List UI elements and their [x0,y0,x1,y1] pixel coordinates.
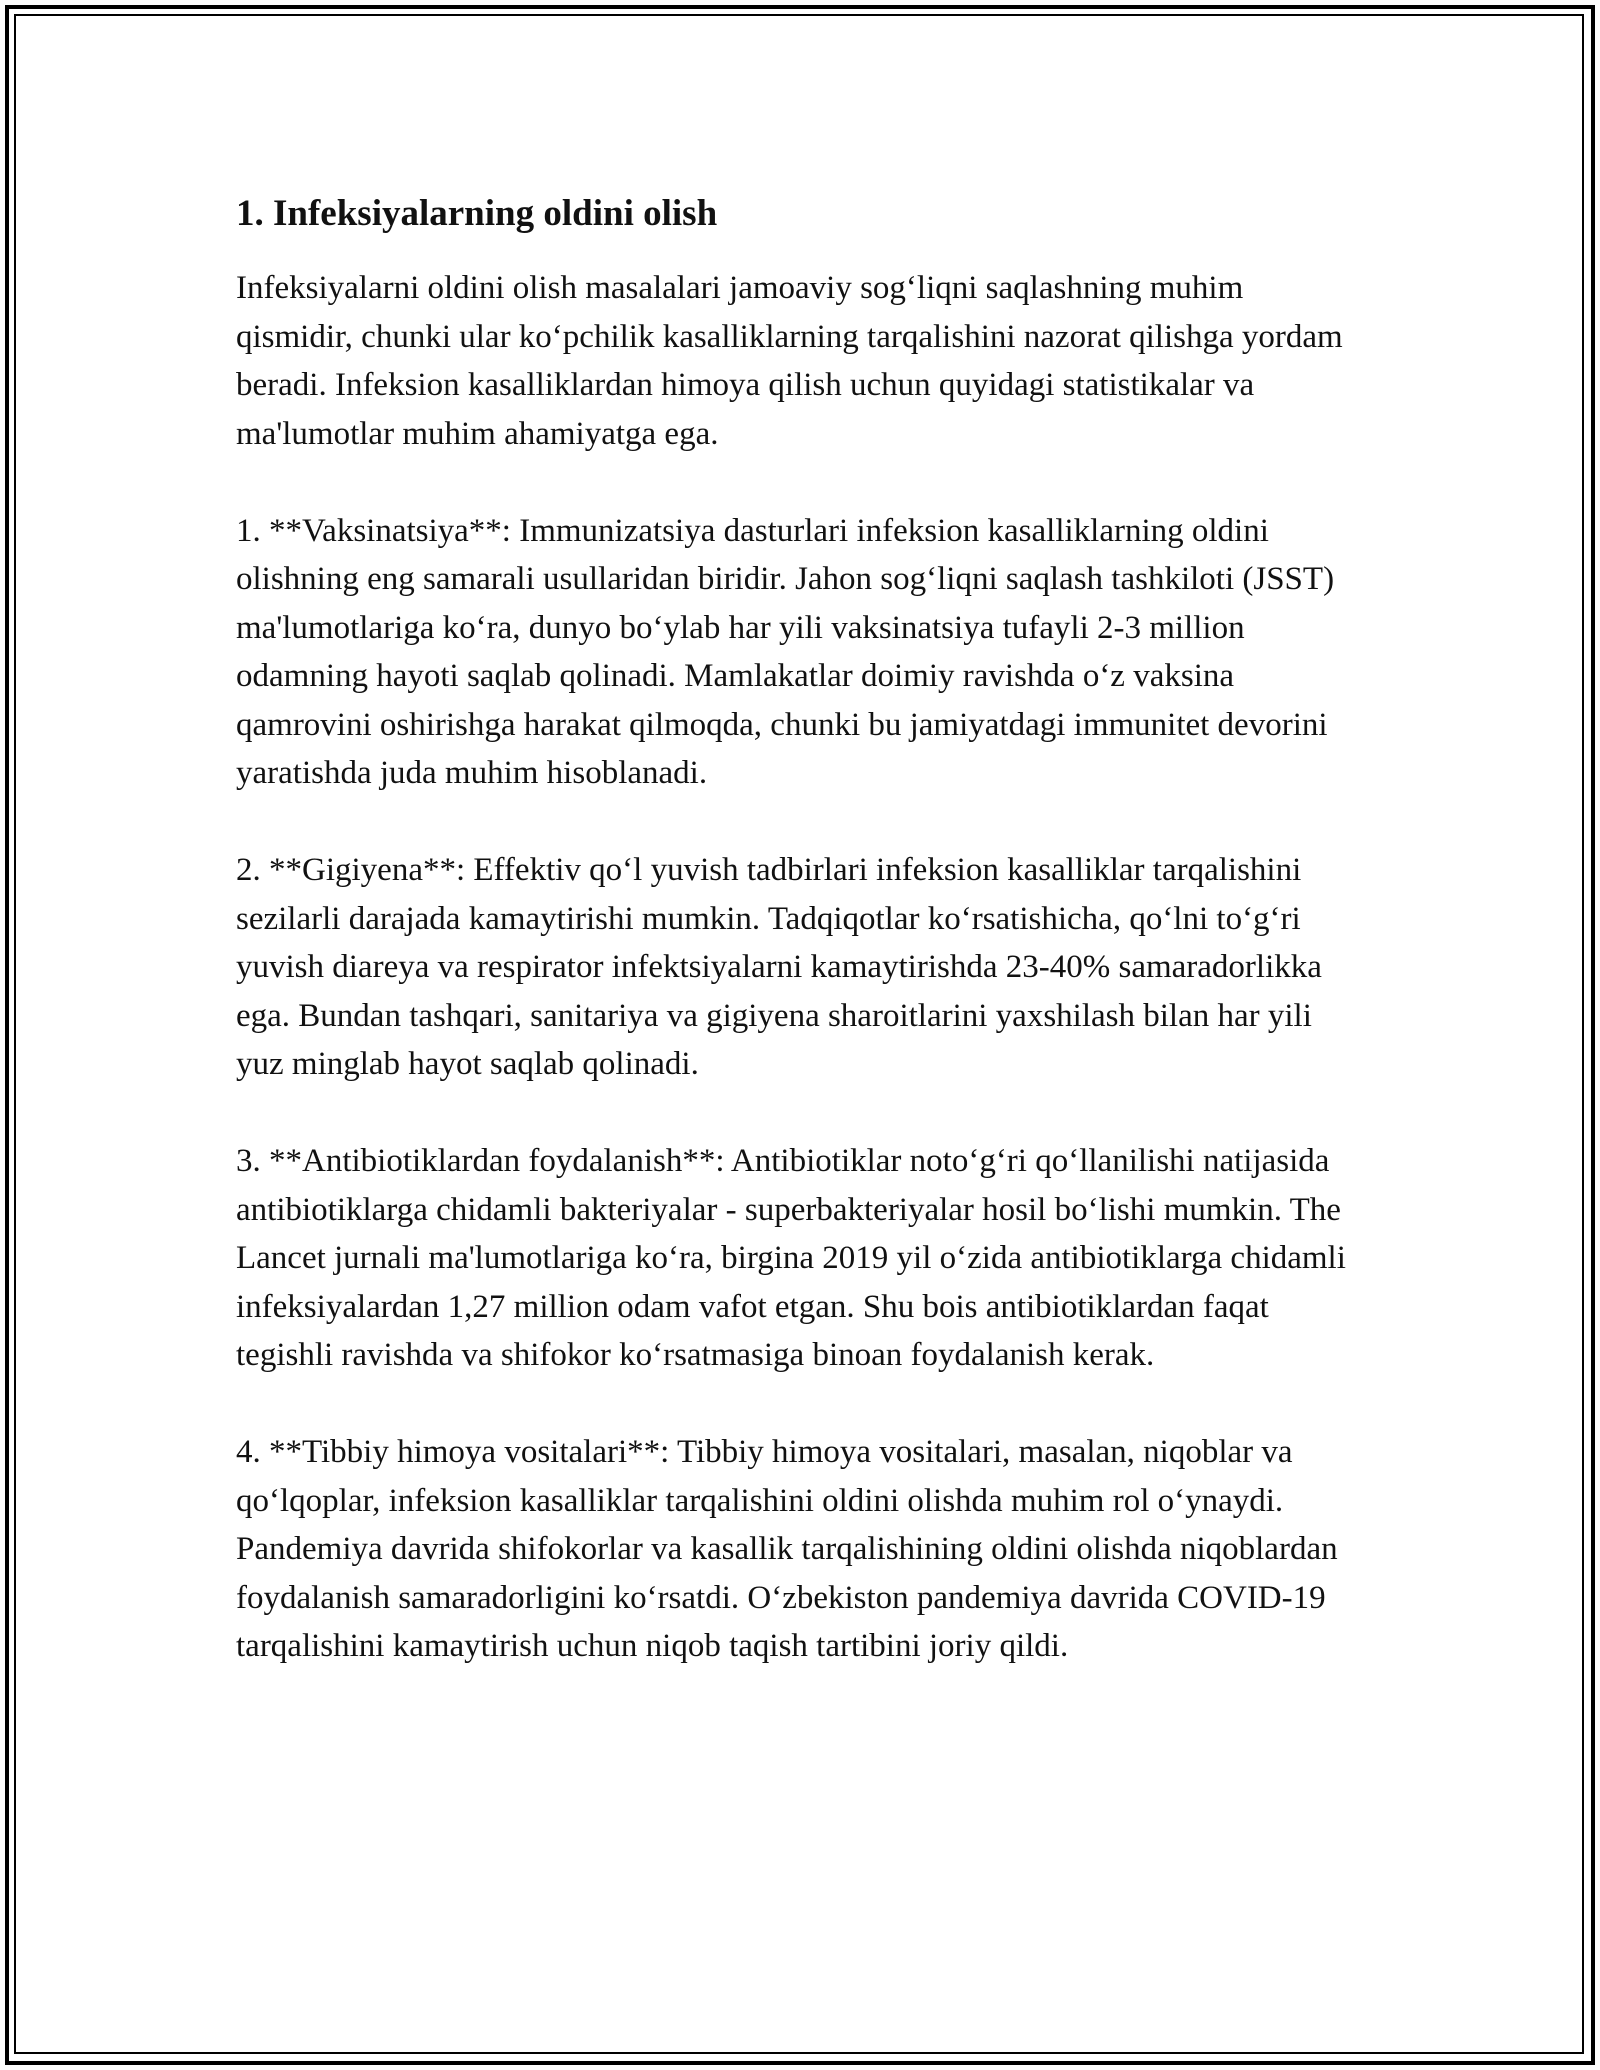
section-heading: 1. Infeksiyalarning oldini olish [236,193,718,234]
paragraph-vaccination: 1. **Vaksinatsiya**: Immunizatsiya dasturlari infeksion kasalliklarning oldini olishning eng samarali usullaridan biridir. Jahon sog‘liqni saqlash tashkiloti (JSST) ma'lumotlariga ko‘ra, dunyo bo‘ylab har yili vaksinatsiya tufayli 2-3 million odamning hayoti saqlab qolinadi. Mamlakatlar doimiy ravishda o‘z vaksina qamrovini oshirishga harakat qilmoqda, chunki bu jamiyatdagi immunitet devorini yaratishda juda muhim hisoblanadi. [236,512,1335,791]
intro-paragraph: Infeksiyalarni oldini olish masalalari jamoaviy sog‘liqni saqlashning muhim qismidir, chunki ular ko‘pchilik kasalliklarning tarqalishini nazorat qilishga yordam beradi. Infeksion kasalliklardan himoya qilish uchun quyidagi statistikalar va ma'lumotlar muhim ahamiyatga ega. [236,270,1343,452]
document-body [236,190,1366,1719]
paragraph-antibiotics: 3. **Antibiotiklardan foydalanish**: Antibiotiklar noto‘g‘ri qo‘llanilishi natijasida antibiotiklarga chidamli bakteriyalar - superbakteriyalar hosil bo‘lishi mumkin. The Lancet jurnali ma'lumotlariga ko‘ra, birgina 2019 yil o‘zida antibiotiklarga chidamli infeksiyalardan 1,27 million odam vafot etgan. Shu bois antibiotiklardan faqat tegishli ravishda va shifokor ko‘rsatmasiga binoan foydalanish kerak. [236,1143,1346,1373]
paragraph-hygiene: 2. **Gigiyena**: Effektiv qo‘l yuvish tadbirlari infeksion kasalliklar tarqalishini sezilarli darajada kamaytirishi mumkin. Tadqiqotlar ko‘rsatishicha, qo‘lni to‘g‘ri yuvish diareya va respirator infektsiyalarni kamaytirishda 23-40% samaradorlikka ega. Bundan tashqari, sanitariya va gigiyena sharoitlarini yaxshilash bilan har yili yuz minglab hayot saqlab qolinadi. [236,852,1322,1082]
paragraph-protective-equipment: 4. **Tibbiy himoya vositalari**: Tibbiy himoya vositalari, masalan, niqoblar va qo‘lqoplar, infeksion kasalliklar tarqalishini oldini olishda muhim rol o‘ynaydi. Pandemiya davrida shifokorlar va kasallik tarqalishining oldini olishda niqoblardan foydalanish samaradorligini ko‘rsatdi. O‘zbekiston pandemiya davrida COVID-19 tarqalishini kamaytirish uchun niqob taqish tartibini joriy qildi. [236,1434,1338,1664]
